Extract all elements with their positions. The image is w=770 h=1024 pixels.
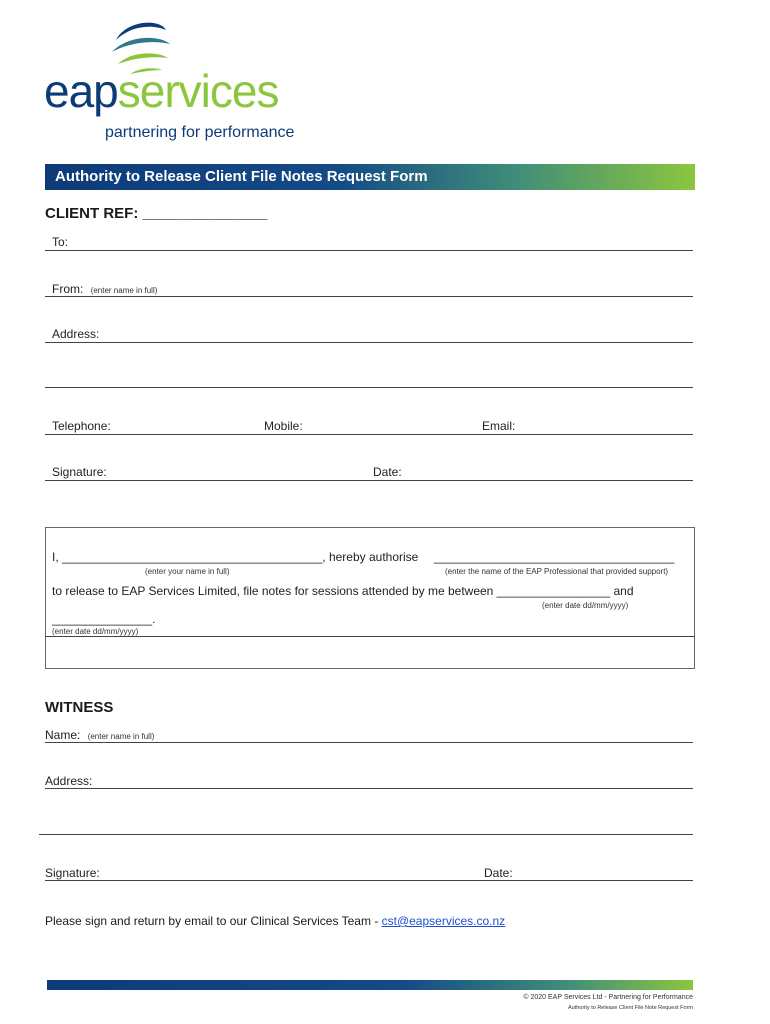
professional-blank[interactable]: ____________________________________ <box>434 550 675 564</box>
form-title: Authority to Release Client File Notes Request Form <box>55 168 428 185</box>
to-field[interactable] <box>45 250 693 251</box>
witness-signature-label: Signature: <box>45 866 100 880</box>
address-label: Address: <box>52 327 100 341</box>
footer-copyright: © 2020 EAP Services Ltd - Partnering for Performance <box>523 994 693 1001</box>
from-field[interactable] <box>45 296 693 297</box>
footer-doc-name: Authority to Release Client File Note Request Form <box>567 1005 693 1011</box>
witness-name-field[interactable] <box>45 742 693 743</box>
from-label <box>52 282 157 296</box>
authority-name-clause: I, _______________________________________, hereby authorise <box>52 550 419 564</box>
witness-address-field-2[interactable] <box>39 834 693 835</box>
authority-line-3[interactable]: _______________. <box>52 612 156 626</box>
logo-text-services: services <box>117 65 279 117</box>
contact-field[interactable] <box>45 434 693 435</box>
witness-address-label: Address: <box>45 774 93 788</box>
witness-name-hint: (enter name in full) <box>87 732 155 741</box>
witness-name-text: Name: <box>45 728 81 742</box>
authority-line-1 <box>52 550 418 564</box>
hint-date-1: (enter date dd/mm/yyyy) <box>542 601 629 610</box>
mobile-label: Mobile: <box>264 419 303 433</box>
hint-date-2: (enter date dd/mm/yyyy) <box>52 627 139 636</box>
hint-professional: (enter the name of the EAP Professional that provided support) <box>445 567 669 576</box>
email-label: Email: <box>482 419 516 433</box>
witness-name-label <box>45 728 154 742</box>
logo-tagline: partnering for performance <box>105 124 295 141</box>
witness-date-label: Date: <box>484 866 513 880</box>
from-hint: (enter name in full) <box>90 286 158 295</box>
date-label: Date: <box>373 465 402 479</box>
authority-line-2: to release to EAP Services Limited, file notes for sessions attended by me between _________________ and <box>52 584 634 598</box>
return-text: Please sign and return by email to our Clinical Services Team - <box>45 914 382 928</box>
signature-field[interactable] <box>45 480 693 481</box>
client-ref: CLIENT REF: _______________ <box>45 205 268 222</box>
authority-box <box>45 527 695 669</box>
footer-bar <box>47 980 693 990</box>
company-logo <box>40 18 320 148</box>
clinical-services-email-link[interactable]: cst@eapservices.co.nz <box>381 914 506 928</box>
authority-box-divider <box>45 636 695 637</box>
witness-signature-field[interactable] <box>45 880 693 881</box>
form-title-bar <box>45 164 695 190</box>
telephone-label: Telephone: <box>52 419 111 433</box>
return-instructions <box>45 914 505 928</box>
from-label-text: From: <box>52 282 84 296</box>
hint-your-name: (enter your name in full) <box>145 567 230 576</box>
witness-address-field-1[interactable] <box>45 788 693 789</box>
address-field-line-2[interactable] <box>45 387 693 388</box>
witness-heading: WITNESS <box>45 699 114 716</box>
signature-label: Signature: <box>52 465 107 479</box>
address-field-line-1[interactable] <box>45 342 693 343</box>
to-label: To: <box>52 235 69 249</box>
logo-text-eap: eap <box>44 65 118 117</box>
